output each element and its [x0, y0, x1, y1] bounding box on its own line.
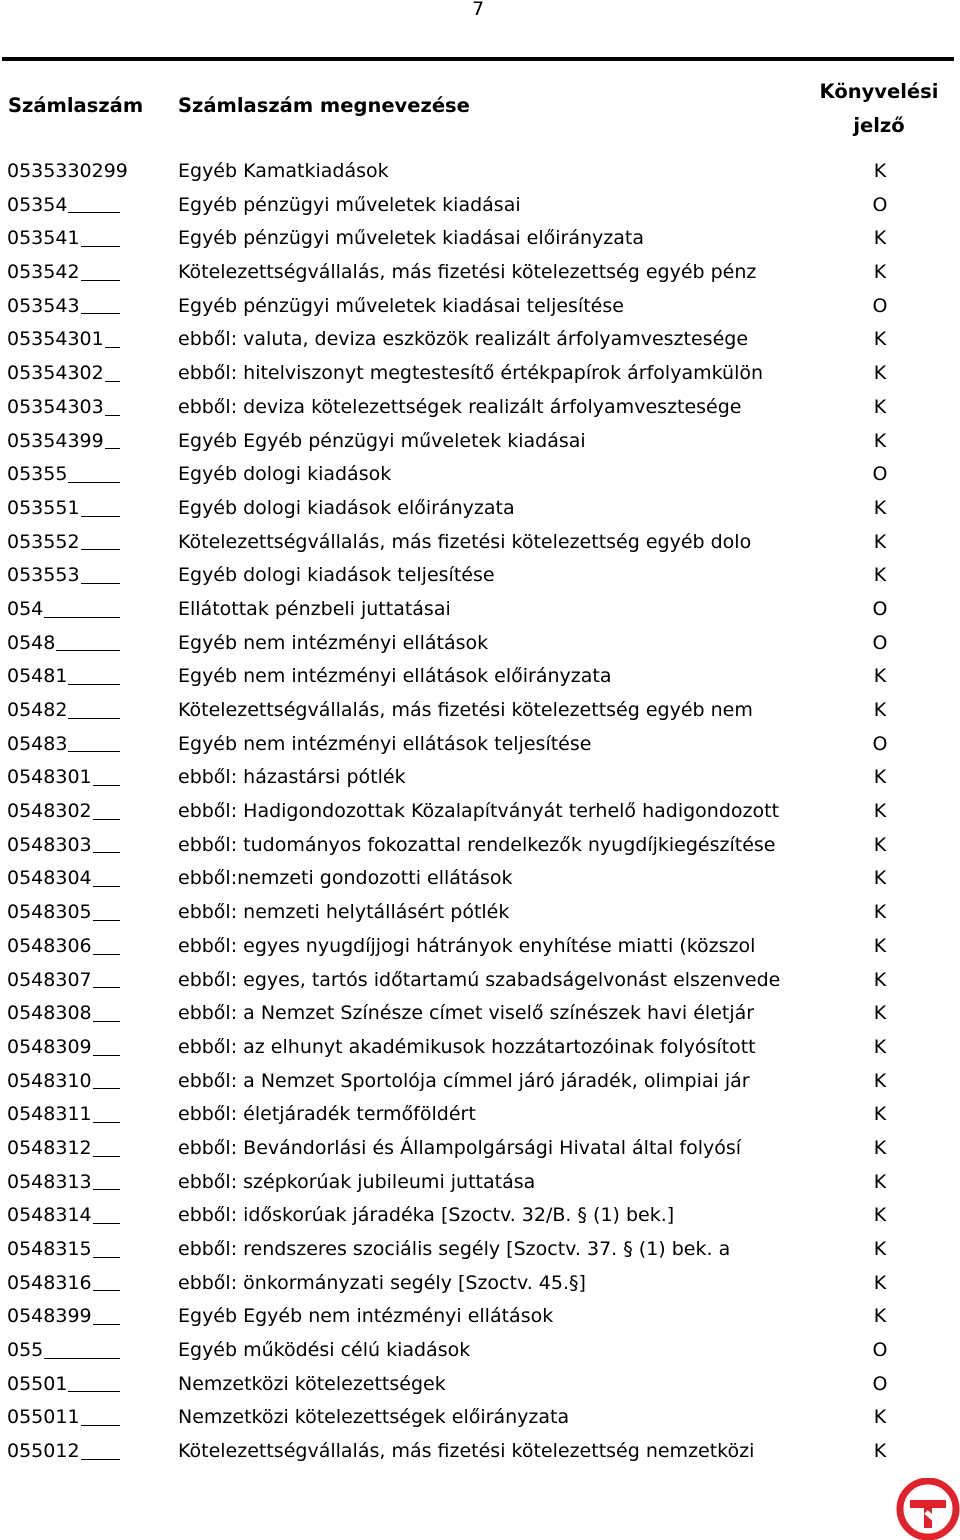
account-code: 055011 [7, 1406, 80, 1429]
column-header-flag-line1: Könyvelési [819, 80, 939, 103]
table-row [0, 728, 960, 762]
posting-flag: K [873, 968, 887, 991]
account-name: Egyéb dologi kiadások előirányzata [178, 496, 515, 519]
account-code: 0548314 [7, 1204, 92, 1227]
code-underline [93, 1223, 120, 1224]
table-row [0, 997, 960, 1031]
account-code-cell [7, 391, 127, 425]
code-underline [68, 718, 120, 719]
code-underline [68, 751, 120, 752]
account-name: ebből:nemzeti gondozotti ellátások [178, 867, 513, 890]
posting-flag: K [873, 766, 887, 789]
account-code: 0548305 [7, 901, 92, 924]
account-code-cell [7, 222, 127, 256]
code-underline [93, 886, 120, 887]
account-code: 05354399 [7, 429, 104, 452]
posting-flag: K [873, 395, 887, 418]
code-underline [81, 1425, 120, 1426]
code-underline [93, 852, 120, 853]
code-underline [81, 280, 120, 281]
code-underline [68, 212, 120, 213]
account-code: 053541 [7, 227, 80, 250]
account-code: 0548304 [7, 867, 92, 890]
posting-flag: K [873, 1305, 887, 1328]
account-code-cell [7, 425, 127, 459]
table-row [0, 1233, 960, 1267]
code-underline [105, 448, 120, 449]
account-name: Kötelezettségvállalás, más fizetési kötelezettség egyéb dolo [178, 530, 752, 553]
table-row [0, 1031, 960, 1065]
table-row [0, 1199, 960, 1233]
posting-flag: K [873, 1069, 887, 1092]
account-code-cell [7, 559, 127, 593]
posting-flag: K [873, 261, 887, 284]
posting-flag: K [873, 800, 887, 823]
code-underline [81, 549, 120, 550]
table-row [0, 222, 960, 256]
table-row [0, 593, 960, 627]
account-name: ebből: időskorúak járadéka [Szoctv. 32/B. § (1) bek.] [178, 1204, 675, 1227]
account-code-cell [7, 627, 127, 661]
posting-flag: K [873, 901, 887, 924]
posting-flag: K [873, 1035, 887, 1058]
table-row [0, 930, 960, 964]
posting-flag: K [873, 1002, 887, 1025]
account-code: 0548310 [7, 1069, 92, 1092]
code-underline [93, 1156, 120, 1157]
table-row [0, 896, 960, 930]
header-rule [2, 57, 954, 61]
code-underline [68, 482, 120, 483]
account-code: 0548315 [7, 1238, 92, 1260]
table-row [0, 357, 960, 391]
posting-flag: O [872, 1372, 888, 1395]
account-name: Egyéb dologi kiadások teljesítése [178, 564, 495, 587]
posting-flag: K [873, 1238, 887, 1260]
posting-flag: O [872, 193, 888, 216]
account-code-cell [7, 660, 127, 694]
account-code-cell [7, 1065, 127, 1099]
table-row [0, 1334, 960, 1368]
code-underline [93, 1122, 120, 1123]
posting-flag: K [873, 665, 887, 688]
table-row [0, 1401, 960, 1435]
account-name: Egyéb pénzügyi műveletek kiadásai teljesítése [178, 294, 624, 317]
account-name: ebből: egyes nyugdíjjogi hátrányok enyhítése miatti (közszol [178, 934, 756, 957]
account-table-body [0, 155, 960, 1469]
posting-flag: K [873, 1170, 887, 1193]
account-code-cell [7, 829, 127, 863]
table-row [0, 458, 960, 492]
table-row [0, 761, 960, 795]
posting-flag: K [873, 699, 887, 721]
account-code-cell [7, 593, 127, 627]
account-code-cell [7, 728, 127, 762]
account-name: Egyéb nem intézményi ellátások teljesítése [178, 732, 592, 755]
table-row [0, 1132, 960, 1166]
account-code-cell [7, 1233, 127, 1267]
code-underline [93, 1324, 120, 1325]
posting-flag: K [873, 1136, 887, 1159]
publisher-logo-icon [896, 1478, 960, 1540]
account-code-cell [7, 862, 127, 896]
table-row [0, 1098, 960, 1132]
account-name: Kötelezettségvállalás, más fizetési kötelezettség nemzetközi [178, 1440, 755, 1463]
column-header-flag [808, 75, 950, 143]
table-row [0, 323, 960, 357]
account-name: Egyéb pénzügyi műveletek kiadásai előirányzata [178, 227, 644, 250]
code-underline [68, 684, 120, 685]
table-header [0, 75, 960, 145]
account-name: ebből: hitelviszonyt megtestesítő értékpapírok árfolyamkülön [178, 362, 764, 385]
code-underline [93, 954, 120, 955]
account-code-cell [7, 1098, 127, 1132]
code-underline [81, 1459, 120, 1460]
account-name: ebből: deviza kötelezettségek realizált árfolyamvesztesége [178, 395, 742, 418]
code-underline [93, 987, 120, 988]
account-code-cell [7, 1166, 127, 1200]
account-code: 053542 [7, 261, 80, 284]
account-code: 05354303 [7, 395, 104, 418]
account-name: Nemzetközi kötelezettségek előirányzata [178, 1406, 570, 1429]
code-underline [93, 819, 120, 820]
posting-flag: K [873, 429, 887, 452]
table-row [0, 1435, 960, 1469]
account-code: 0548308 [7, 1002, 92, 1025]
table-row [0, 492, 960, 526]
account-code-cell [7, 1199, 127, 1233]
account-name: ebből: a Nemzet Sportolója címmel járó járadék, olimpiai jár [178, 1069, 750, 1092]
account-code-cell [7, 1267, 127, 1301]
account-name: Kötelezettségvállalás, más fizetési kötelezettség egyéb nem [178, 699, 753, 721]
table-row [0, 660, 960, 694]
code-underline [56, 650, 120, 651]
posting-flag: K [873, 1103, 887, 1126]
posting-flag: K [873, 227, 887, 250]
account-code-cell [7, 1401, 127, 1435]
account-code-cell [7, 1031, 127, 1065]
table-row [0, 559, 960, 593]
code-underline [93, 1189, 120, 1190]
account-code: 0548309 [7, 1035, 92, 1058]
table-row [0, 964, 960, 998]
code-underline [105, 381, 120, 382]
posting-flag: O [872, 631, 888, 654]
account-code: 053553 [7, 564, 80, 587]
account-name: ebből: az elhunyt akadémikusok hozzátartozóinak folyósított [178, 1035, 756, 1058]
column-header-code: Számlaszám [8, 94, 144, 117]
account-code-cell [7, 526, 127, 560]
account-code-cell [7, 189, 127, 223]
account-name: ebből: Hadigondozottak Közalapítványát terhelő hadigondozott [178, 800, 780, 823]
table-row [0, 189, 960, 223]
account-name: Egyéb működési célú kiadások [178, 1339, 471, 1362]
code-underline [93, 1055, 120, 1056]
account-name: ebből: rendszeres szociális segély [Szoctv. 37. § (1) bek. a [178, 1238, 731, 1260]
column-header-flag-line2: jelző [853, 114, 905, 137]
account-code-cell [7, 997, 127, 1031]
code-underline [81, 516, 120, 517]
code-underline [93, 920, 120, 921]
posting-flag: O [872, 732, 888, 755]
table-row [0, 862, 960, 896]
code-underline [81, 583, 120, 584]
account-code-cell [7, 458, 127, 492]
account-code: 053543 [7, 294, 80, 317]
code-underline [44, 617, 120, 618]
table-row [0, 1166, 960, 1200]
account-name: Egyéb Egyéb pénzügyi műveletek kiadásai [178, 429, 586, 452]
account-code: 0548306 [7, 934, 92, 957]
account-code: 05481 [7, 665, 68, 688]
posting-flag: K [873, 1271, 887, 1294]
posting-flag: K [873, 496, 887, 519]
account-name: ebből: önkormányzati segély [Szoctv. 45.§] [178, 1271, 586, 1294]
posting-flag: K [873, 160, 887, 182]
page-number: 7 [471, 0, 485, 20]
column-header-name: Számlaszám megnevezése [178, 94, 470, 117]
table-row [0, 290, 960, 324]
account-name: Egyéb nem intézményi ellátások [178, 631, 489, 654]
posting-flag: K [873, 564, 887, 587]
posting-flag: K [873, 1204, 887, 1227]
account-name: Nemzetközi kötelezettségek [178, 1372, 446, 1395]
account-code-cell [7, 155, 127, 189]
account-code: 05501 [7, 1372, 68, 1395]
account-name: ebből: egyes, tartós időtartamú szabadságelvonást elszenvede [178, 968, 781, 991]
table-row [0, 155, 960, 189]
posting-flag: O [872, 597, 888, 620]
posting-flag: K [873, 934, 887, 957]
table-row [0, 391, 960, 425]
account-code-cell [7, 964, 127, 998]
account-name: ebből: tudományos fokozattal rendelkezők nyugdíjkiegészítése [178, 833, 776, 856]
posting-flag: O [872, 1339, 888, 1362]
account-code-cell [7, 1435, 127, 1469]
account-code: 0548311 [7, 1103, 92, 1126]
account-code-cell [7, 290, 127, 324]
account-code-cell [7, 761, 127, 795]
code-underline [81, 313, 120, 314]
account-code-cell [7, 1132, 127, 1166]
table-row [0, 1065, 960, 1099]
account-code-cell [7, 795, 127, 829]
table-row [0, 829, 960, 863]
code-underline [93, 1021, 120, 1022]
account-code: 0548303 [7, 833, 92, 856]
code-underline [93, 1290, 120, 1291]
account-code: 054 [7, 597, 44, 620]
code-underline [93, 1088, 120, 1089]
account-code: 05355 [7, 463, 68, 486]
account-code: 0548307 [7, 968, 92, 991]
posting-flag: O [872, 463, 888, 486]
account-code: 055012 [7, 1440, 80, 1463]
account-code: 0548399 [7, 1305, 92, 1328]
table-row [0, 1300, 960, 1334]
account-name: ebből: házastársi pótlék [178, 766, 406, 789]
code-underline [81, 246, 120, 247]
account-code: 05482 [7, 699, 68, 721]
code-underline [68, 1391, 120, 1392]
code-underline [105, 347, 120, 348]
posting-flag: K [873, 362, 887, 385]
table-row [0, 526, 960, 560]
account-name: Egyéb Kamatkiadások [178, 160, 389, 182]
posting-flag: K [873, 833, 887, 856]
account-code-cell [7, 1334, 127, 1368]
account-code-cell [7, 323, 127, 357]
account-code-cell [7, 492, 127, 526]
account-code: 0548313 [7, 1170, 92, 1193]
posting-flag: O [872, 294, 888, 317]
account-code-cell [7, 1300, 127, 1334]
account-code: 053551 [7, 496, 80, 519]
account-code-cell [7, 256, 127, 290]
account-name: Egyéb Egyéb nem intézményi ellátások [178, 1305, 554, 1328]
account-code-cell [7, 896, 127, 930]
account-code-cell [7, 357, 127, 391]
account-name: ebből: Bevándorlási és Állampolgársági Hivatal által folyósí [178, 1136, 742, 1159]
account-name: ebből: szépkorúak jubileumi juttatása [178, 1170, 536, 1193]
posting-flag: K [873, 1406, 887, 1429]
account-name: Ellátottak pénzbeli juttatásai [178, 597, 451, 620]
posting-flag: K [873, 1440, 887, 1463]
table-row [0, 1267, 960, 1301]
code-underline [93, 785, 120, 786]
account-code: 0548302 [7, 800, 92, 823]
account-code: 05354 [7, 193, 68, 216]
account-code-cell [7, 1368, 127, 1402]
account-code: 05483 [7, 732, 68, 755]
account-name: Egyéb dologi kiadások [178, 463, 392, 486]
account-code: 05354301 [7, 328, 104, 351]
account-name: Kötelezettségvállalás, más fizetési kötelezettség egyéb pénz [178, 261, 757, 284]
code-underline [44, 1358, 120, 1359]
account-code-cell [7, 930, 127, 964]
posting-flag: K [873, 530, 887, 553]
table-row [0, 795, 960, 829]
account-name: Egyéb nem intézményi ellátások előirányzata [178, 665, 612, 688]
account-code: 0548301 [7, 766, 92, 789]
posting-flag: K [873, 328, 887, 351]
table-row [0, 256, 960, 290]
code-underline [105, 415, 120, 416]
account-name: Egyéb pénzügyi műveletek kiadásai [178, 193, 521, 216]
table-row [0, 627, 960, 661]
account-code: 0535330299 [7, 160, 128, 182]
account-code: 05354302 [7, 362, 104, 385]
table-row [0, 425, 960, 459]
account-code: 0548316 [7, 1271, 92, 1294]
account-code: 055 [7, 1339, 44, 1362]
table-row [0, 694, 960, 728]
table-row [0, 1368, 960, 1402]
account-name: ebből: a Nemzet Színésze címet viselő színészek havi életjár [178, 1002, 755, 1025]
account-name: ebből: életjáradék termőföldért [178, 1103, 476, 1126]
code-underline [93, 1257, 120, 1258]
account-code: 0548 [7, 631, 56, 654]
account-name: ebből: nemzeti helytállásért pótlék [178, 901, 510, 924]
account-code: 053552 [7, 530, 80, 553]
account-name: ebből: valuta, deviza eszközök realizált árfolyamvesztesége [178, 328, 749, 351]
posting-flag: K [873, 867, 887, 890]
account-code-cell [7, 694, 127, 728]
account-code: 0548312 [7, 1136, 92, 1159]
